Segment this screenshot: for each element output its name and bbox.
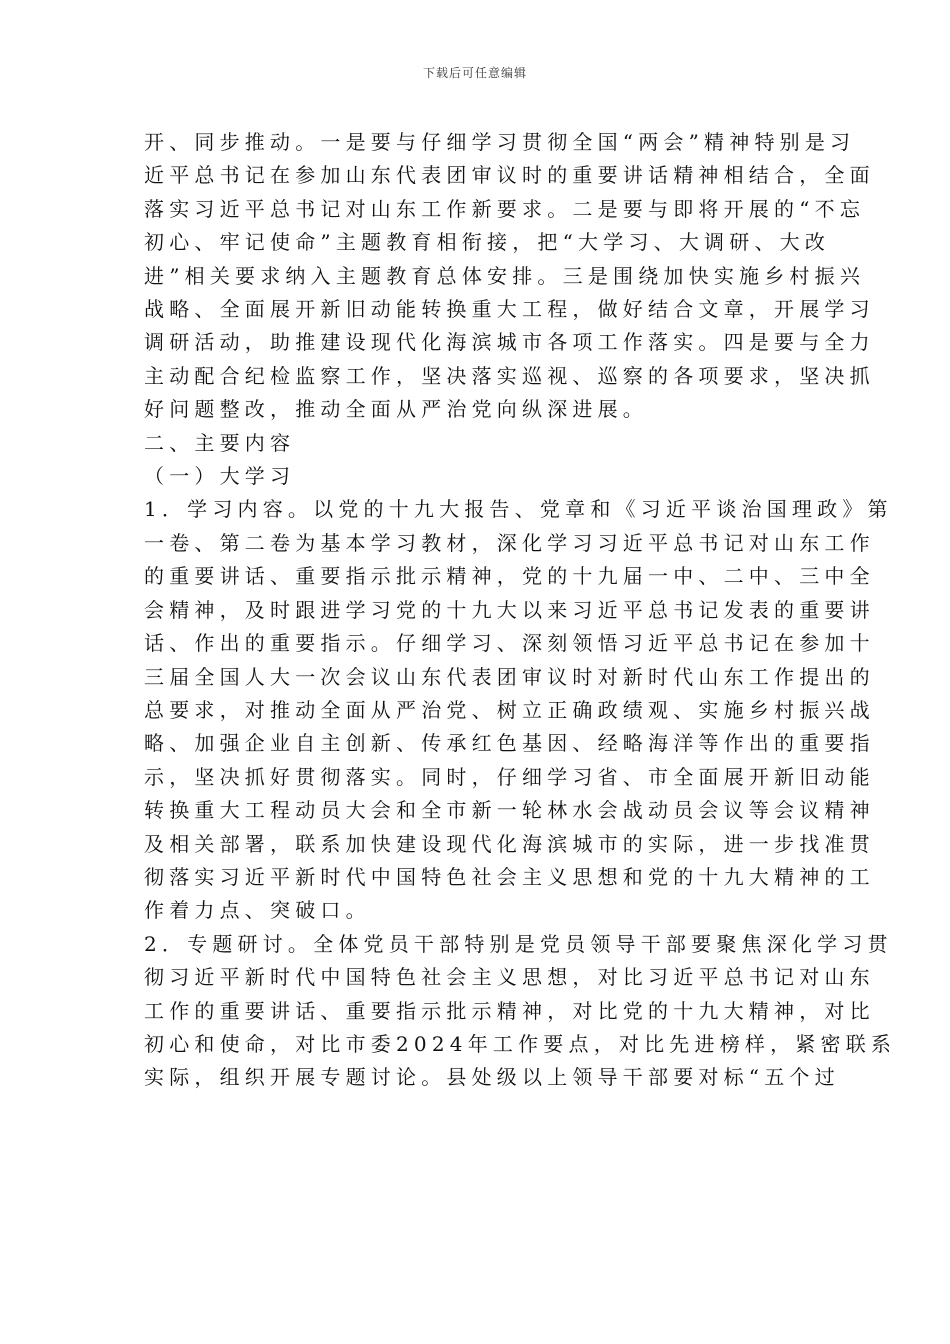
text-line: 工作的重要讲话、重要指示批示精神，对比党的十九大精神，对比 bbox=[144, 998, 875, 1023]
text-line: 实际，组织开展专题讨论。县处级以上领导干部要对标“五个过 bbox=[144, 1065, 840, 1090]
text-line: 落实习近平总书记对山东工作新要求。二是要与即将开展的“不忘 bbox=[144, 196, 866, 221]
text-line: 战略、全面展开新旧动能转换重大工程，做好结合文章，开展学习 bbox=[144, 297, 875, 322]
text-line: 总要求，对推动全面从严治党、树立正确政绩观、实施乡村振兴战 bbox=[144, 697, 875, 722]
section-heading-text: 二、主要内容 bbox=[144, 430, 296, 455]
text-line: 作着力点、突破口。 bbox=[144, 898, 371, 923]
text-line: 三届全国人大一次会议山东代表团审议时对新时代山东工作提出的 bbox=[144, 664, 875, 689]
text-line: 开、同步推动。一是要与仔细学习贯彻全国“两会”精神特别是习 bbox=[144, 130, 856, 154]
text-line: 近平总书记在参加山东代表团审议时的重要讲话精神相结合，全面 bbox=[144, 163, 875, 188]
text-line: 进”相关要求纳入主题教育总体安排。三是围绕加快实施乡村振兴 bbox=[144, 263, 866, 288]
paragraph-special-seminar bbox=[144, 928, 897, 1095]
text-line: 一卷、第二卷为基本学习教材，深化学习习近平总书记对山东工作 bbox=[144, 530, 875, 555]
section-heading bbox=[144, 427, 807, 460]
text-line: 示，坚决抓好贯彻落实。同时，仔细学习省、市全面展开新旧动能 bbox=[144, 764, 875, 789]
text-line: 初心和使命，对比市委2024年工作要点，对比先进榜样，紧密联系 bbox=[144, 1031, 897, 1056]
text-line: 2．专题研讨。全体党员干部特别是党员领导干部要聚焦深化学习贯 bbox=[144, 931, 893, 956]
text-line: 1．学习内容。以党的十九大报告、党章和《习近平谈治国理政》第 bbox=[144, 497, 893, 522]
text-line: 转换重大工程动员大会和全市新一轮林水会战动员会议等会议精神 bbox=[144, 798, 875, 823]
text-line: 略、加强企业自主创新、传承红色基因、经略海洋等作出的重要指 bbox=[144, 731, 875, 756]
text-line: 会精神，及时跟进学习党的十九大以来习近平总书记发表的重要讲 bbox=[144, 597, 875, 622]
subsection-heading-text: （一）大学习 bbox=[144, 464, 296, 489]
text-line: 及相关部署，联系加快建设现代化海滨城市的实际，进一步找准贯 bbox=[144, 831, 875, 856]
text-line: 调研活动，助推建设现代化海滨城市各项工作落实。四是要与全力 bbox=[144, 330, 875, 355]
text-line: 初心、牢记使命”主题教育相衔接，把“大学习、大调研、大改 bbox=[144, 230, 831, 255]
text-line: 彻落实习近平新时代中国特色社会主义思想和党的十九大精神的工 bbox=[144, 864, 875, 889]
text-line: 彻习近平新时代中国特色社会主义思想，对比习近平总书记对山东 bbox=[144, 965, 875, 990]
text-line: 好问题整改，推动全面从严治党向纵深进展。 bbox=[144, 397, 648, 422]
document-body bbox=[144, 126, 897, 1095]
paragraph-study-content bbox=[144, 493, 893, 927]
text-line: 主动配合纪检监察工作，坚决落实巡视、巡察的各项要求，坚决抓 bbox=[144, 363, 875, 388]
paragraph-intro-continued bbox=[144, 126, 875, 427]
header-note: 下载后可任意编辑 bbox=[422, 66, 527, 80]
text-line: 话、作出的重要指示。仔细学习、深刻领悟习近平总书记在参加十 bbox=[144, 631, 875, 656]
text-line: 的重要讲话、重要指示批示精神，党的十九届一中、二中、三中全 bbox=[144, 564, 875, 589]
subsection-heading bbox=[144, 460, 807, 493]
